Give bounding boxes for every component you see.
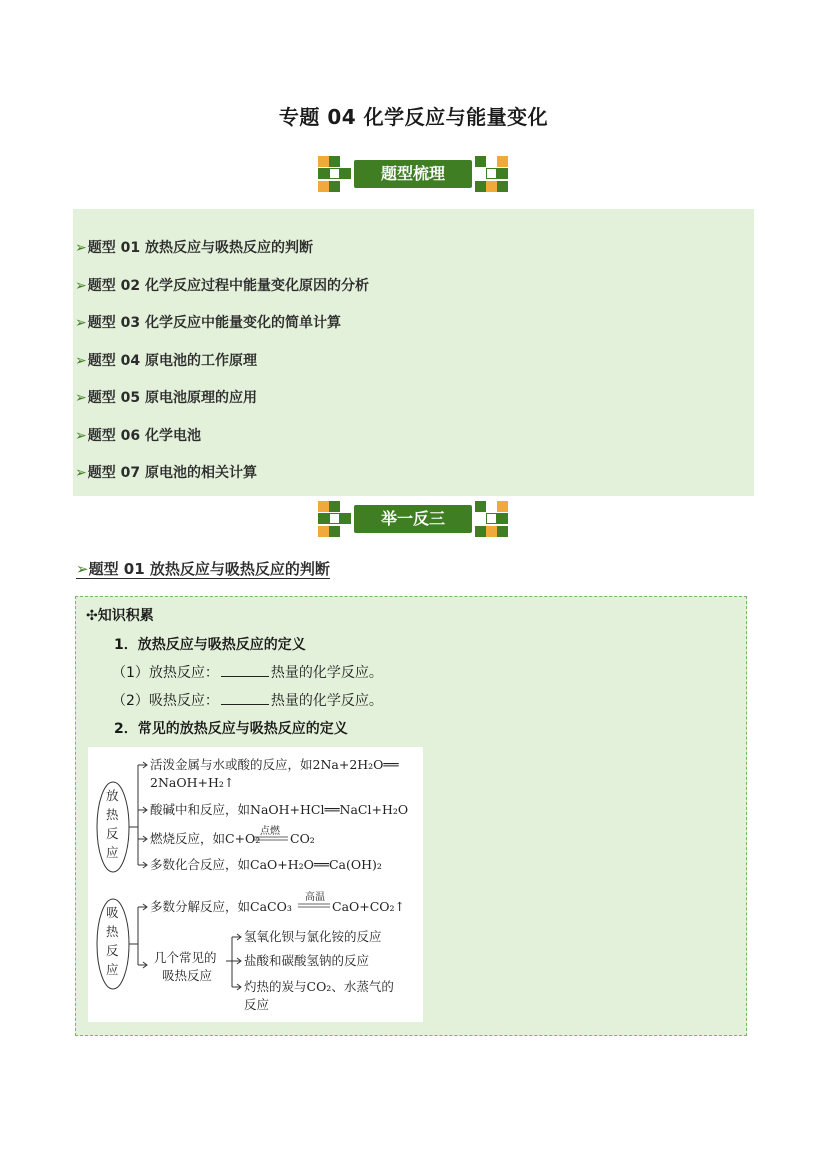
section-banner-practice [318,501,508,537]
reaction-classification-diagram [88,747,423,1022]
reaction-condition: 高温 [305,892,325,903]
endo-sub-item: 氢氧化钡与氯化铵的反应 [244,929,382,944]
toc-panel [73,209,754,496]
endo-item: 几个常见的 [154,950,217,965]
exo-item: 多数化合反应，如CaO+H₂O══Ca(OH)₂ [150,857,382,872]
exo-char: 放 [106,788,119,803]
page-title: 专题 04 化学反应与能量变化 [278,105,549,129]
endo-sub-item: 反应 [244,997,270,1012]
endo-char: 吸 [106,905,119,920]
section-banner-toc [318,156,508,192]
exo-item: 燃烧反应，如C+O₂ [150,831,261,846]
exo-item: 2NaOH+H₂↑ [150,775,235,790]
toc-item[interactable]: ➢题型 02 化学反应过程中能量变化原因的分析 [75,278,369,294]
endo-item: 多数分解反应，如CaCO₃ [150,899,292,914]
toc-item[interactable]: ➢题型 04 原电池的工作原理 [75,353,257,369]
toc-item[interactable]: ➢题型 01 放热反应与吸热反应的判断 [75,240,313,256]
exo-item: 活泼金属与水或酸的反应，如2Na+2H₂O══ [150,757,399,772]
endo-sub-item: 灼热的炭与CO₂、水蒸气的 [244,979,394,994]
endo-char: 热 [106,924,119,939]
endo-item: CaO+CO₂↑ [332,899,406,914]
exo-item: 酸碱中和反应，如NaOH+HCl══NaCl+H₂O [150,802,409,817]
banner-title: 举一反三 [380,509,445,528]
blank-field[interactable] [221,664,269,677]
fill-line-endo: （2）吸热反应： 热量的化学反应。 [112,693,383,709]
toc-item[interactable]: ➢题型 06 化学电池 [75,428,201,444]
exo-item: CO₂ [290,831,315,846]
endo-char: 反 [106,943,119,958]
endo-item: 吸热反应 [162,968,213,983]
fill-line-exo: （1）放热反应： 热量的化学反应。 [112,665,383,681]
banner-title: 题型梳理 [380,164,445,183]
knowledge-box [75,596,747,1036]
endo-char: 应 [106,962,119,977]
exo-char: 反 [106,826,119,841]
toc-item[interactable]: ➢题型 03 化学反应中能量变化的简单计算 [75,315,341,331]
section-heading: ➢题型 01 放热反应与吸热反应的判断 [76,560,330,578]
blank-field[interactable] [221,692,269,705]
toc-item[interactable]: ➢题型 05 原电池原理的应用 [75,390,257,406]
exo-char: 应 [106,845,119,860]
subheading-2: 2．常见的放热反应与吸热反应的定义 [114,721,348,737]
endo-sub-item: 盐酸和碳酸氢钠的反应 [244,953,370,968]
knowledge-header: ✣知识积累 [86,608,154,624]
subheading-1: 1．放热反应与吸热反应的定义 [114,637,306,653]
reaction-condition: 点燃 [260,826,280,837]
exo-char: 热 [106,807,119,822]
toc-item[interactable]: ➢题型 07 原电池的相关计算 [75,465,257,481]
